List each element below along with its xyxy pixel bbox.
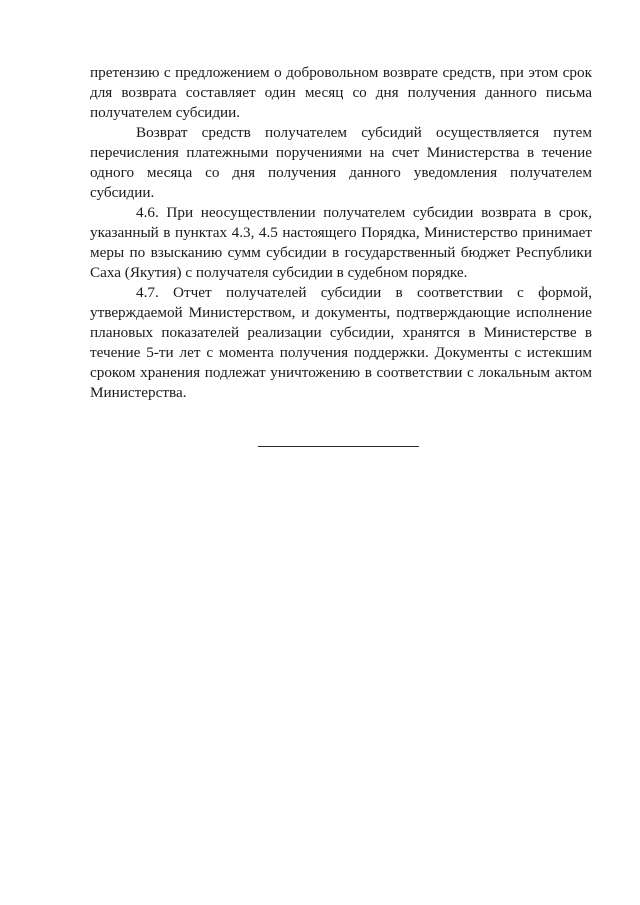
document-body — [90, 63, 592, 403]
paragraph-4-6: 4.6. При неосуществлении получателем субсидии возврата в срок, указанный в пунктах 4.3, 4.5 настоящего Порядка, Министерство принимает меры по взысканию сумм субсидии в государственный бюджет Республики Саха (Якутия) с получателя субсидии в судебном порядке. — [90, 204, 592, 281]
end-of-document-line — [258, 446, 419, 447]
paragraph-refund-procedure: Возврат средств получателем субсидий осуществляется путем перечисления платежными поручениями на счет Министерства в течение одного месяца со дня получения данного уведомления получателем субсидии. — [90, 124, 592, 201]
paragraph-continuation: претензию с предложением о добровольном возврате средств, при этом срок для возврата составляет один месяц со дня получения данного письма получателем субсидии. — [90, 64, 592, 121]
paragraph-4-7: 4.7. Отчет получателей субсидии в соответствии с формой, утверждаемой Министерством, и документы, подтверждающие исполнение плановых показателей реализации субсидии, хранятся в Министерстве в течение 5-ти лет с момента получения поддержки. Документы с истекшим сроком хранения подлежат уничтожению в соответствии с локальным актом Министерства. — [90, 284, 592, 401]
